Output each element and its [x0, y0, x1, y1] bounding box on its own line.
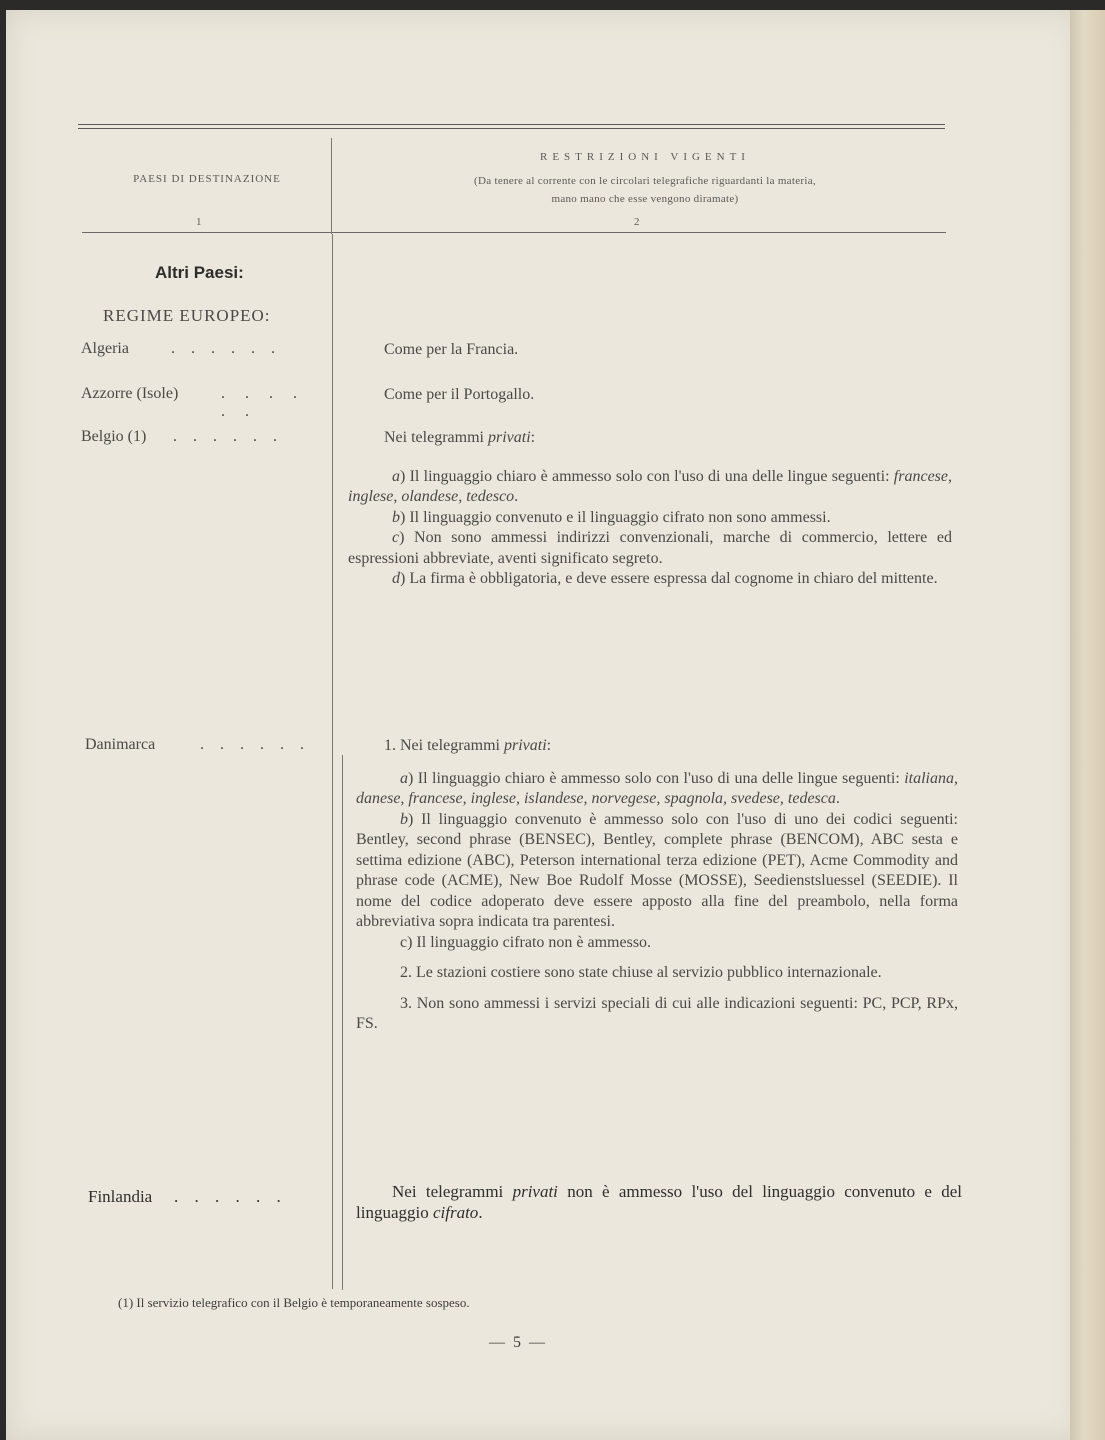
dot-leader: . . . . . .	[173, 428, 283, 445]
col1-number: 1	[196, 216, 202, 228]
header-top-rule-2	[78, 128, 945, 129]
country-danimarca	[85, 736, 330, 754]
danimarca-item-c: c) Il linguaggio cifrato non è ammesso.	[400, 933, 652, 951]
country-name: Danimarca	[85, 736, 156, 753]
section-subtitle: REGIME EUROPEO:	[103, 306, 271, 325]
col2-title: RESTRIZIONI VIGENTI	[540, 151, 750, 163]
danimarca-point-2: 2. Le stazioni costiere sono state chiuse al servizio pubblico internazionale.	[400, 964, 882, 981]
restriction-danimarca	[356, 736, 958, 1035]
dot-leader: . . . . . .	[221, 385, 305, 420]
country-finlandia	[88, 1187, 333, 1207]
belgio-item-b: b) Il linguaggio convenuto e il linguaggio cifrato non sono ammessi.	[392, 508, 831, 526]
restriction-azzorre: Come per il Portogallo.	[384, 386, 535, 403]
belgio-item-c: c) Non sono ammessi indirizzi convenzionali, marche di commercio, lettere ed espressioni abbreviate, aventi significato segreto.	[348, 529, 952, 567]
col2-number: 2	[634, 216, 640, 228]
col1-title: PAESI DI DESTINAZIONE	[133, 173, 281, 185]
country-algeria	[81, 340, 326, 358]
header-bottom-rule	[82, 232, 946, 233]
restriction-finlandia: Nei telegrammi privati non è ammesso l'uso del linguaggio convenuto e del linguaggio cifrato.	[356, 1182, 962, 1222]
column-divider-lower	[342, 755, 343, 1290]
restriction-belgio	[348, 428, 952, 590]
dot-leader: . . . . . .	[171, 340, 281, 357]
country-azzorre	[81, 385, 326, 420]
section-title: Altri Paesi:	[155, 263, 244, 282]
column-divider-header	[331, 138, 332, 234]
danimarca-item-a: a) Il linguaggio chiaro è ammesso solo con l'uso di una delle lingue seguenti: italiana, danese, francese, inglese, islandese, norvegese, spagnola, svedese, tedesca.	[356, 769, 958, 807]
country-name: Azzorre (Isole)	[81, 385, 179, 402]
document-page	[6, 10, 1080, 1440]
page-number: — 5 —	[489, 1334, 547, 1351]
column-divider	[332, 234, 333, 1289]
dot-leader: . . . . . .	[200, 736, 310, 753]
danimarca-point-1: 1. Nei telegrammi privati:	[384, 737, 552, 754]
header-top-rule	[78, 124, 945, 125]
page-edge	[1070, 10, 1105, 1440]
restriction-algeria: Come per la Francia.	[384, 341, 519, 358]
dot-leader: . . . . . .	[174, 1187, 287, 1206]
belgio-intro: Nei telegrammi privati:	[384, 429, 536, 446]
col2-subtitle-line2: mano mano che esse vengono diramate)	[551, 193, 739, 205]
col2-subtitle-line1: (Da tenere al corrente con le circolari telegrafiche riguardanti la materia,	[474, 175, 816, 187]
footnote: (1) Il servizio telegrafico con il Belgio è temporaneamente sospeso.	[118, 1295, 470, 1310]
country-name: Finlandia	[88, 1187, 153, 1206]
danimarca-point-3: 3. Non sono ammessi i servizi speciali di cui alle indicazioni seguenti: PC, PCP, RPx, FS.	[356, 994, 958, 1032]
danimarca-item-b: b) Il linguaggio convenuto è ammesso solo con l'uso di uno dei codici seguenti: Bentley, second phrase (BENSEC), Bentley, complete phrase (BENCOM), ABC sesta e settima edizione (ABC), Peterson international terza edizione (PET), Acme Commodity and phrase code (ACME), New Boe Rudolf Mosse (MOSSE), Seedienstsluessel (SEEDIE). Il nome del codice adoperato deve essere apposto alla fine del preambolo, nella forma abbreviativa sopra indicata tra parentesi.	[356, 810, 958, 930]
country-name: Belgio (1)	[81, 428, 147, 445]
belgio-item-d: d) La firma è obbligatoria, e deve essere espressa dal cognome in chiaro del mittente.	[392, 570, 938, 587]
country-name: Algeria	[81, 340, 129, 357]
belgio-item-a: a) Il linguaggio chiaro è ammesso solo con l'uso di una delle lingue seguenti: francese, inglese, olandese, tedesco.	[348, 467, 952, 505]
country-belgio	[81, 428, 326, 446]
